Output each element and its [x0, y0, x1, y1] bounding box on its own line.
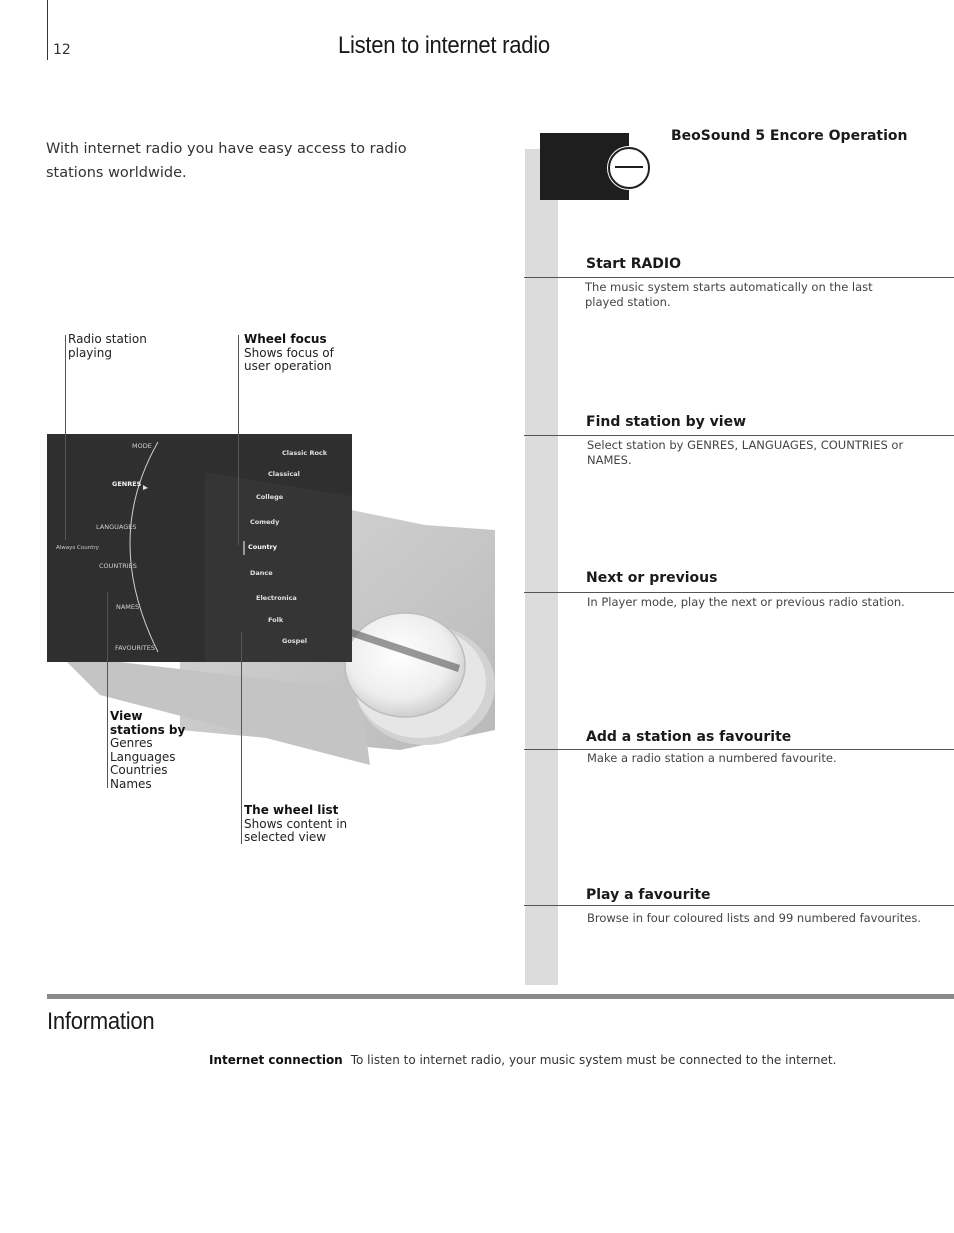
remote-indicator-box: [540, 133, 629, 200]
page-number: 12: [53, 42, 71, 58]
information-line: [209, 1053, 836, 1067]
callout-line-wheel-focus: [238, 335, 239, 545]
menu-names: NAMES: [116, 603, 140, 611]
callout-radio-station: Radio station playing: [68, 332, 147, 360]
wheel-item: Comedy: [250, 518, 280, 526]
page-margin-rule: [47, 0, 48, 60]
wheel-item: Classic Rock: [282, 449, 328, 457]
information-title: Information: [47, 1008, 155, 1035]
callout-wheel-focus: Wheel focus Shows focus of user operation: [244, 332, 334, 373]
section-desc-add-favourite: Make a radio station a numbered favourite.: [587, 751, 837, 765]
section-rule: [524, 592, 954, 593]
callout-wheel-list: The wheel list Shows content in selected view: [244, 803, 348, 844]
section-title-play-favourite: Play a favourite: [586, 887, 711, 903]
section-rule: [524, 277, 954, 278]
section-rule: [524, 435, 954, 436]
gray-sidebar-column: [525, 149, 558, 985]
wheel-item: Folk: [268, 616, 284, 624]
section-desc-find-station: Select station by GENRES, LANGUAGES, COUNTRIES or NAMES.: [587, 438, 904, 467]
menu-countries: COUNTRIES: [99, 562, 137, 570]
section-title-find-station: Find station by view: [586, 414, 747, 430]
page-title: Listen to internet radio: [338, 32, 550, 59]
section-title-next-previous: Next or previous: [586, 570, 718, 586]
information-label: Internet connection: [209, 1053, 343, 1067]
callout-line-wheel-list: [241, 632, 242, 844]
beosound-wheel-icon: [608, 147, 650, 189]
information-text: To listen to internet radio, your music system must be connected to the internet.: [350, 1053, 837, 1067]
section-desc-play-favourite: Browse in four coloured lists and 99 numbered favourites.: [587, 911, 921, 925]
section-desc-next-previous: In Player mode, play the next or previous radio station.: [587, 595, 905, 609]
menu-languages: LANGUAGES: [96, 523, 137, 531]
menu-favourites: FAVOURITES: [115, 644, 156, 652]
section-title-add-favourite: Add a station as favourite: [586, 729, 792, 745]
wheel-item: College: [256, 493, 284, 501]
wheel-item-focused: Country: [248, 543, 278, 551]
wheel-item: Classical: [268, 470, 300, 478]
section-rule: [524, 749, 954, 750]
callout-line-view-stations: [107, 592, 108, 788]
wheel-item: Gospel: [282, 637, 307, 645]
section-rule: [524, 905, 954, 906]
wheel-item: Electronica: [256, 594, 297, 602]
now-playing-station: Always Country: [56, 545, 99, 551]
section-desc-start-radio: The music system starts automatically on the last played station.: [585, 280, 873, 309]
wheel-item: Dance: [250, 569, 273, 577]
information-divider: [47, 994, 954, 999]
menu-mode: MODE: [132, 442, 152, 450]
section-title-start-radio: Start RADIO: [586, 256, 682, 272]
intro-text: With internet radio you have easy access to radio stations worldwide.: [46, 141, 407, 181]
menu-genres: GENRES: [112, 480, 142, 488]
callout-view-stations: View stations by Genres Languages Countries Names: [110, 709, 186, 791]
callout-line-radio-station: [65, 335, 66, 540]
operation-heading: BeoSound 5 Encore Operation: [671, 128, 908, 144]
